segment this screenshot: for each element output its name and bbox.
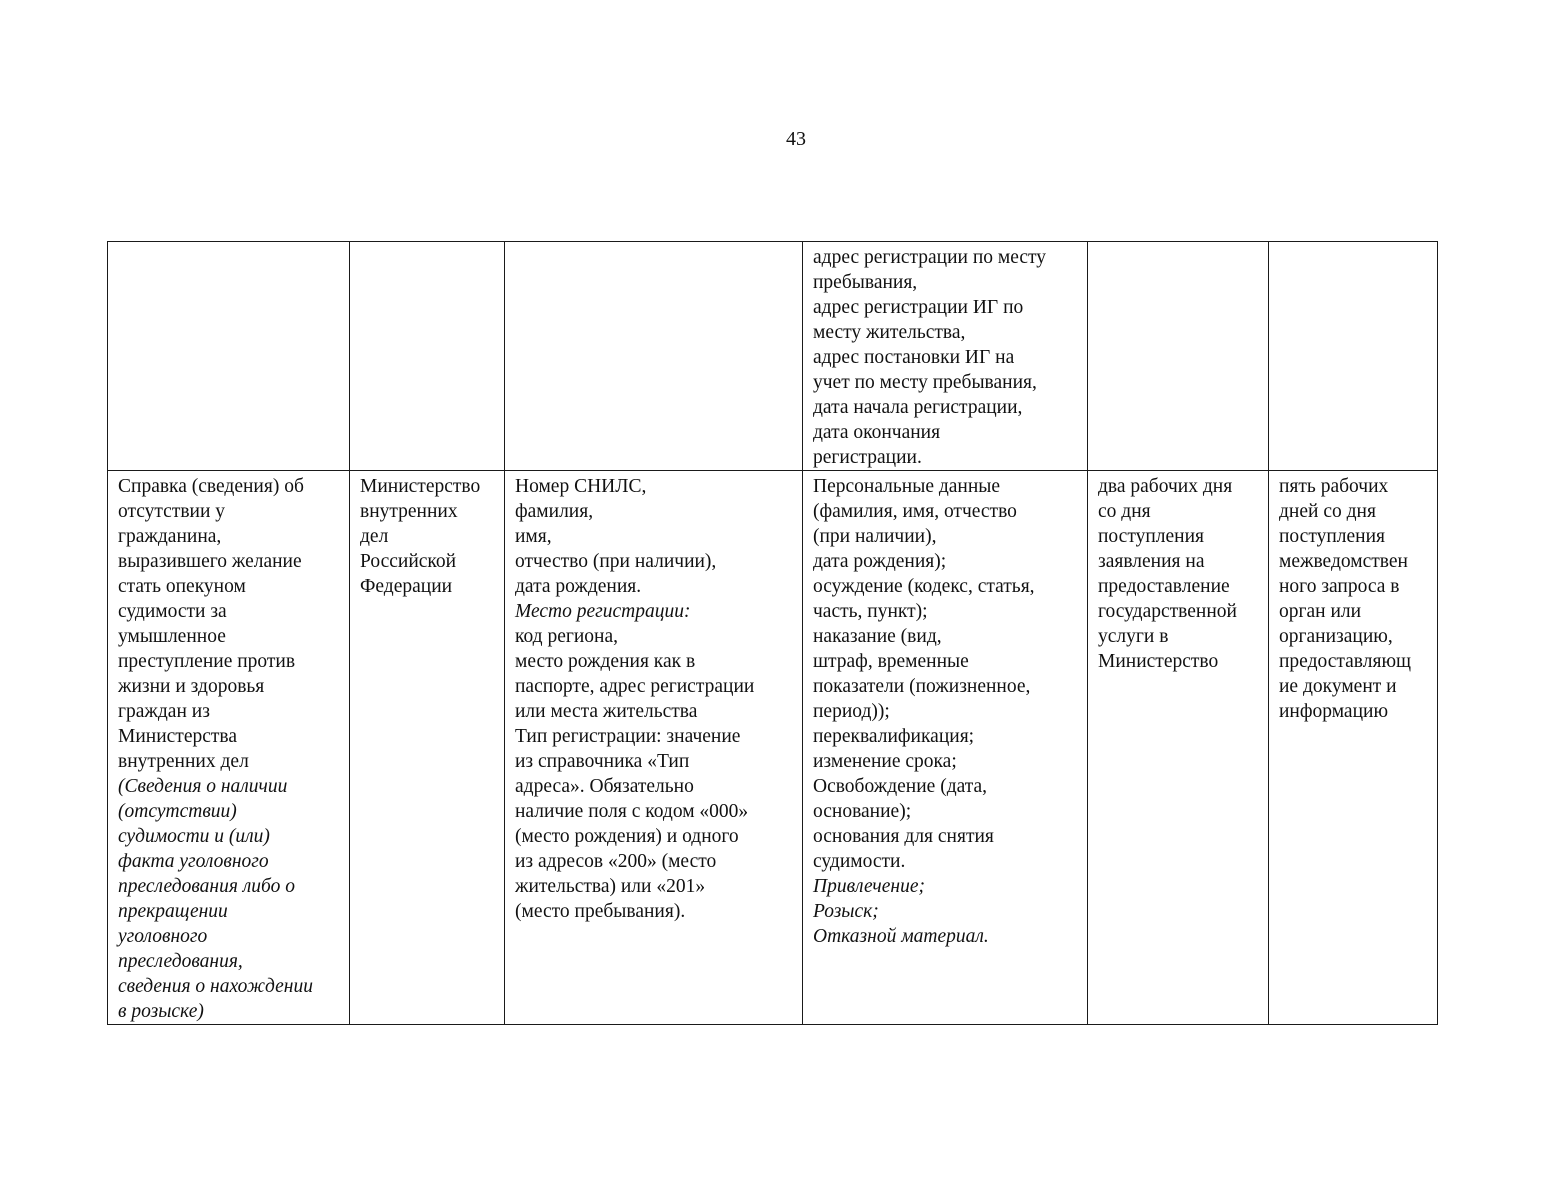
text-line: дата рождения. xyxy=(515,576,642,597)
text-line: Освобождение (дата, xyxy=(813,776,988,797)
text-line: фамилия, xyxy=(515,501,594,522)
text-line: организацию, xyxy=(1279,626,1393,647)
text-line: умышленное xyxy=(118,626,226,647)
text-line: дней со дня xyxy=(1279,501,1376,522)
cell-request-deadline-empty xyxy=(1088,242,1269,471)
cell-request-fields xyxy=(505,471,803,1025)
cell-response-fields xyxy=(803,471,1088,1025)
text-line: жительства) или «201» xyxy=(515,876,706,897)
italic-text-line: Отказной материал. xyxy=(813,926,989,947)
text-line: часть, пункт); xyxy=(813,601,928,622)
text-line: дел xyxy=(360,526,389,547)
text-line: период)); xyxy=(813,701,890,722)
text-line: учет по месту пребывания, xyxy=(813,372,1037,393)
text-line: (место пребывания). xyxy=(515,901,686,922)
text-line: Тип регистрации: значение xyxy=(515,726,741,747)
italic-text-line: в розыске) xyxy=(118,1001,204,1022)
cell-response-deadline xyxy=(1269,471,1438,1025)
text-line: стать опекуном xyxy=(118,576,246,597)
text-line: внутренних дел xyxy=(118,751,249,772)
text-line: регистрации. xyxy=(813,447,922,468)
text-line: гражданина, xyxy=(118,526,222,547)
text-line: услуги в xyxy=(1098,626,1169,647)
text-line: наличие поля с кодом «000» xyxy=(515,801,749,822)
text-line: Справка (сведения) об xyxy=(118,476,304,497)
text-line: или места жительства xyxy=(515,701,698,722)
italic-text-line: преследования либо о xyxy=(118,876,295,897)
text-line: штраф, временные xyxy=(813,651,969,672)
text-line: поступления xyxy=(1279,526,1386,547)
cell-request-deadline xyxy=(1088,471,1269,1025)
text-line: отчество (при наличии), xyxy=(515,551,717,572)
text-line: (место рождения) и одного xyxy=(515,826,739,847)
italic-text-line: преследования, xyxy=(118,951,243,972)
text-line: изменение срока; xyxy=(813,751,957,772)
page-number: 43 xyxy=(786,128,806,150)
text-line: осуждение (кодекс, статья, xyxy=(813,576,1035,597)
text-line: судимости. xyxy=(813,851,906,872)
text-line: адреса». Обязательно xyxy=(515,776,694,797)
cell-response-fields-continued xyxy=(803,242,1088,471)
italic-text-line: Место регистрации: xyxy=(515,601,691,622)
text-line: месту жительства, xyxy=(813,322,966,343)
cell-agency-empty xyxy=(350,242,505,471)
text-line: два рабочих дня xyxy=(1098,476,1233,497)
cell-response-deadline-empty xyxy=(1269,242,1438,471)
italic-text-line: сведения о нахождении xyxy=(118,976,313,997)
text-line: показатели (пожизненное, xyxy=(813,676,1031,697)
text-line: предоставление xyxy=(1098,576,1230,597)
text-line: адрес регистрации ИГ по xyxy=(813,297,1024,318)
italic-text-line: факта уголовного xyxy=(118,851,269,872)
text-line: пребывания, xyxy=(813,272,918,293)
text-line: заявления на xyxy=(1098,551,1205,572)
text-line: паспорте, адрес регистрации xyxy=(515,676,755,697)
text-line: дата окончания xyxy=(813,422,941,443)
text-line: (при наличии), xyxy=(813,526,937,547)
text-line: имя, xyxy=(515,526,552,547)
cell-request-fields-empty xyxy=(505,242,803,471)
text-line: Министерство xyxy=(1098,651,1219,672)
italic-text-line: судимости и (или) xyxy=(118,826,270,847)
text-line: жизни и здоровья xyxy=(118,676,265,697)
text-line: Российской xyxy=(360,551,457,572)
italic-text-line: (Сведения о наличии xyxy=(118,776,288,797)
text-line: орган или xyxy=(1279,601,1362,622)
text-line: предоставляющ xyxy=(1279,651,1412,672)
text-line: межведомствен xyxy=(1279,551,1408,572)
text-line: код региона, xyxy=(515,626,619,647)
text-line: основания для снятия xyxy=(813,826,994,847)
text-line: Федерации xyxy=(360,576,453,597)
text-line: адрес постановки ИГ на xyxy=(813,347,1015,368)
text-line: государственной xyxy=(1098,601,1237,622)
italic-text-line: (отсутствии) xyxy=(118,801,237,822)
text-line: дата начала регистрации, xyxy=(813,397,1023,418)
text-line: отсутствии у xyxy=(118,501,226,522)
text-line: пять рабочих xyxy=(1279,476,1389,497)
table-row-criminal-record xyxy=(108,471,1438,1025)
text-line: ного запроса в xyxy=(1279,576,1400,597)
text-line: Министерство xyxy=(360,476,481,497)
text-line: Министерства xyxy=(118,726,238,747)
text-line: поступления xyxy=(1098,526,1205,547)
italic-text-line: уголовного xyxy=(118,926,208,947)
text-line: Номер СНИЛС, xyxy=(515,476,647,497)
text-line: граждан из xyxy=(118,701,210,722)
text-line: со дня xyxy=(1098,501,1151,522)
text-line: судимости за xyxy=(118,601,227,622)
text-line: переквалификация; xyxy=(813,726,975,747)
text-line: выразившего желание xyxy=(118,551,302,572)
text-line: дата рождения); xyxy=(813,551,947,572)
document-table xyxy=(107,241,1438,1025)
text-line: преступление против xyxy=(118,651,296,672)
italic-text-line: Розыск; xyxy=(813,901,879,922)
text-line: адрес регистрации по месту xyxy=(813,247,1047,268)
italic-text-line: прекращении xyxy=(118,901,228,922)
text-line: место рождения как в xyxy=(515,651,696,672)
text-line: (фамилия, имя, отчество xyxy=(813,501,1017,522)
text-line: основание); xyxy=(813,801,912,822)
cell-agency xyxy=(350,471,505,1025)
cell-document-name-empty xyxy=(108,242,350,471)
italic-text-line: Привлечение; xyxy=(813,876,925,897)
text-line: Персональные данные xyxy=(813,476,1001,497)
text-line: внутренних xyxy=(360,501,458,522)
table-row-continuation xyxy=(108,242,1438,471)
text-line: из адресов «200» (место xyxy=(515,851,717,872)
text-line: ие документ и xyxy=(1279,676,1397,697)
text-line: наказание (вид, xyxy=(813,626,942,647)
text-line: информацию xyxy=(1279,701,1389,722)
text-line: из справочника «Тип xyxy=(515,751,690,772)
cell-document-name xyxy=(108,471,350,1025)
